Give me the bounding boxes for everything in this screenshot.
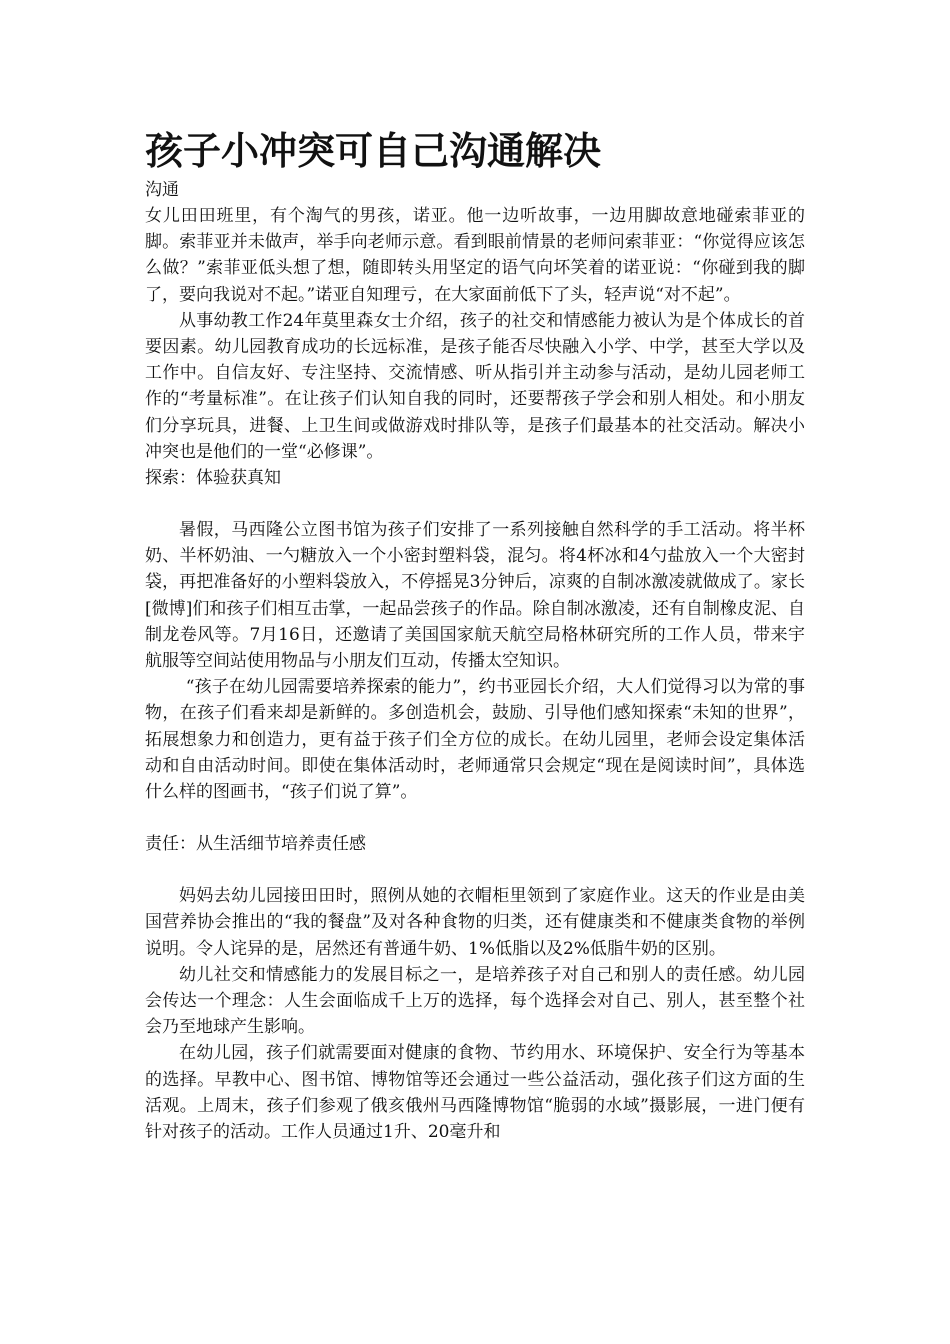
- document-title: 孩子小冲突可自己沟通解决: [145, 129, 602, 173]
- section-heading-responsibility: 责任：从生活细节培养责任感: [145, 834, 366, 855]
- paragraph-library: 暑假，马西隆公立图书馆为孩子们安排了一系列接触自然科学的手工活动。将半杯奶、半杯奶油、一勺糖放入一个小密封塑料袋，混匀。将4杯冰和4勺盐放入一个大密封袋，再把准备好的小塑料袋放入，不停摇晃3分钟后，凉爽的自制冰激凌就做成了。家长[微博]们和孩子们相互击掌，一起品尝孩子的作品。除自制冰激凌，还有自制橡皮泥、自制龙卷风等。7月16日，还邀请了美国国家航天航空局格林研究所的工作人员，带来宇航服等空间站使用物品与小朋友们互动，传播太空知识。: [145, 520, 805, 672]
- paragraph-morrison: 从事幼教工作24年莫里森女士介绍，孩子的社交和情感能力被认为是个体成长的首要因素。幼儿园教育成功的长远标准，是孩子能否尽快融入小学、中学，甚至大学以及工作中。自信友好、专注坚持、交流情感、听从指引并主动参与活动，是幼儿园老师工作的“考量标准”。在让孩子们认知自我的同时，还要帮孩子学会和别人相处。和小朋友们分享玩具，进餐、上卫生间或做游戏时排队等，是孩子们最基本的社交活动。解决小冲突也是他们的一堂“必修课”。: [145, 310, 805, 462]
- paragraph-joshua: “孩子在幼儿园需要培养探索的能力”，约书亚园长介绍，大人们觉得习以为常的事物，在孩子们看来却是新鲜的。多创造机会，鼓励、引导他们感知探索“未知的世界”，拓展想象力和创造力，更有益于孩子们全方位的成长。在幼儿园里，老师会设定集体活动和自由活动时间。即使在集体活动时，老师通常只会规定“现在是阅读时间”，具体选什么样的图画书，“孩子们说了算”。: [145, 677, 805, 803]
- paragraph-homework: 妈妈去幼儿园接田田时，照例从她的衣帽柜里领到了家庭作业。这天的作业是由美国营养协会推出的“我的餐盘”及对各种食物的归类，还有健康类和不健康类食物的举例说明。令人诧异的是，居然还有普通牛奶、1%低脂以及2%低脂牛奶的区别。: [145, 886, 805, 959]
- section-label-communication: 沟通: [145, 180, 179, 200]
- paragraph-intro: 女儿田田班里，有个淘气的男孩，诺亚。他一边听故事，一边用脚故意地碰索菲亚的脚。索菲亚并未做声，举手向老师示意。看到眼前情景的老师问索菲亚：“你觉得应该怎么做？”索菲亚低头想了想，随即转头用坚定的语气向坏笑着的诺亚说：“你碰到我的脚了，要向我说对不起。”诺亚自知理亏，在大家面前低下了头，轻声说“对不起”。: [145, 206, 805, 305]
- section-heading-explore: 探索：体验获真知: [145, 468, 281, 489]
- document-page: [145, 125, 805, 1145]
- paragraph-choices: 在幼儿园，孩子们就需要面对健康的食物、节约用水、环境保护、安全行为等基本的选择。早教中心、图书馆、博物馆等还会通过一些公益活动，强化孩子们这方面的生活观。上周末，孩子们参观了俄亥俄州马西隆博物馆“脆弱的水域”摄影展，一进门便有针对孩子的活动。工作人员通过1升、20毫升和: [145, 1043, 805, 1143]
- paragraph-goals: 幼儿社交和情感能力的发展目标之一，是培养孩子对自己和别人的责任感。幼儿园会传达一个理念：人生会面临成千上万的选择，每个选择会对自己、别人，甚至整个社会乃至地球产生影响。: [145, 964, 805, 1038]
